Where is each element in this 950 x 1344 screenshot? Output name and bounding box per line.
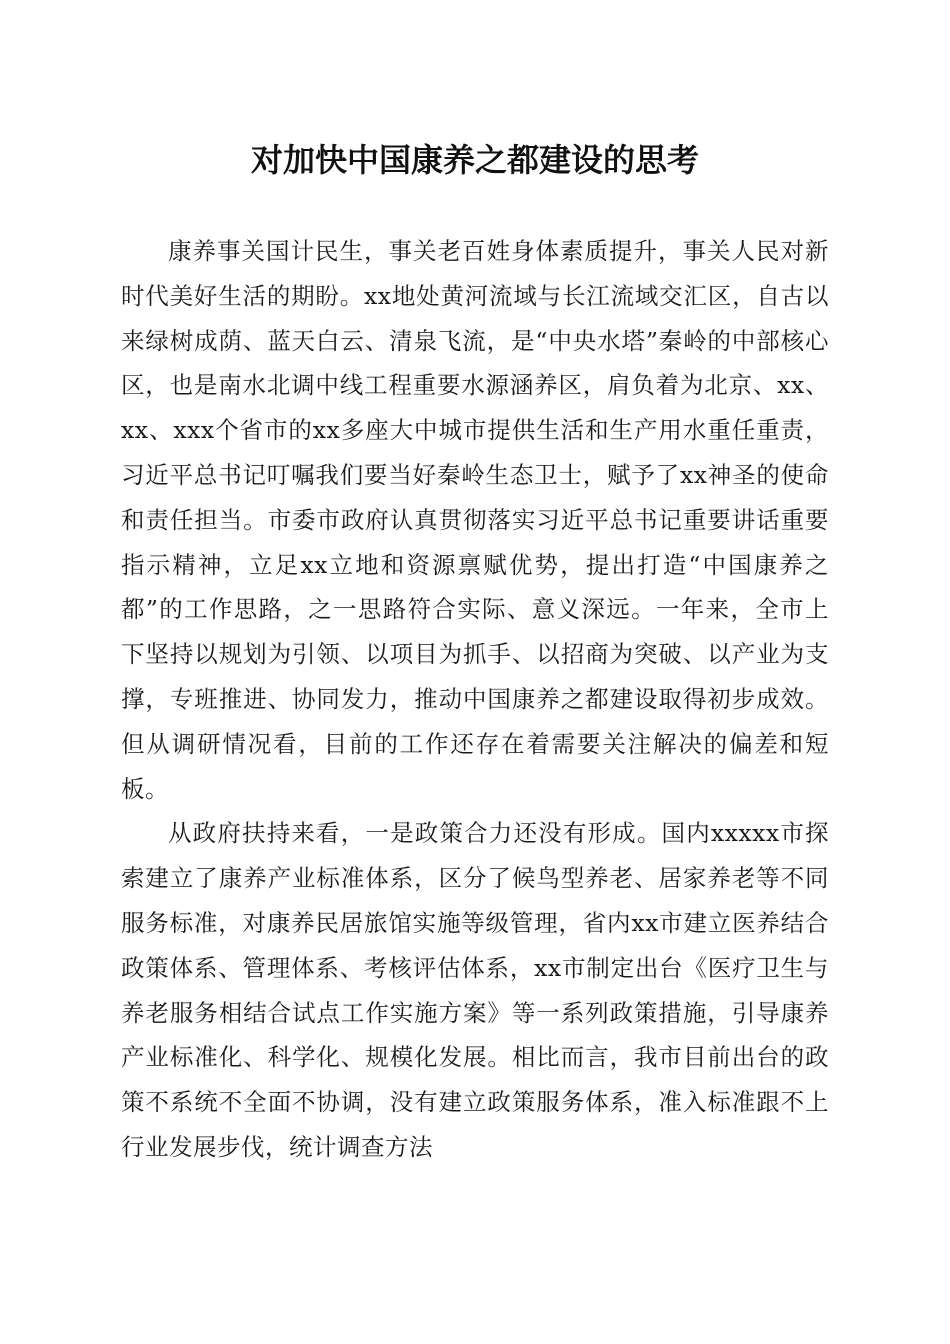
document-body	[121, 229, 829, 1170]
document-title: 对加快中国康养之都建设的思考	[250, 141, 699, 179]
paragraph-1: 康养事关国计民生，事关老百姓身体素质提升，事关人民对新时代美好生活的期盼。xx地处黄河流域与长江流域交汇区，自古以来绿树成荫、蓝天白云、清泉飞流，是“中央水塔”秦岭的中部核心区，也是南水北调中线工程重要水源涵养区，肩负着为北京、xx、xx、xxx个省市的xx多座大中城市提供生活和生产用水重任重责，习近平总书记叮嘱我们要当好秦岭生态卫士，赋予了xx神圣的使命和责任担当。市委市政府认真贯彻落实习近平总书记重要讲话重要指示精神，立足xx立地和资源禀赋优势，提出打造“中国康养之都”的工作思路，之一思路符合实际、意义深远。一年来，全市上下坚持以规划为引领、以项目为抓手、以招商为突破、以产业为支撑，专班推进、协同发力，推动中国康养之都建设取得初步成效。但从调研情况看，目前的工作还存在着需要关注解决的偏差和短板。	[121, 237, 829, 803]
paragraph-2: 从政府扶持来看，一是政策合力还没有形成。国内xxxxx市探索建立了康养产业标准体系，区分了候鸟型养老、居家养老等不同服务标准，对康养民居旅馆实施等级管理，省内xx市建立医养结合政策体系、管理体系、考核评估体系，xx市制定出台《医疗卫生与养老服务相结合试点工作实施方案》等一系列政策措施，引导康养产业标准化、科学化、规模化发展。相比而言，我市目前出台的政策不系统不全面不协调，没有建立政策服务体系，准入标准跟不上行业发展步伐，统计调查方法	[121, 819, 829, 1161]
